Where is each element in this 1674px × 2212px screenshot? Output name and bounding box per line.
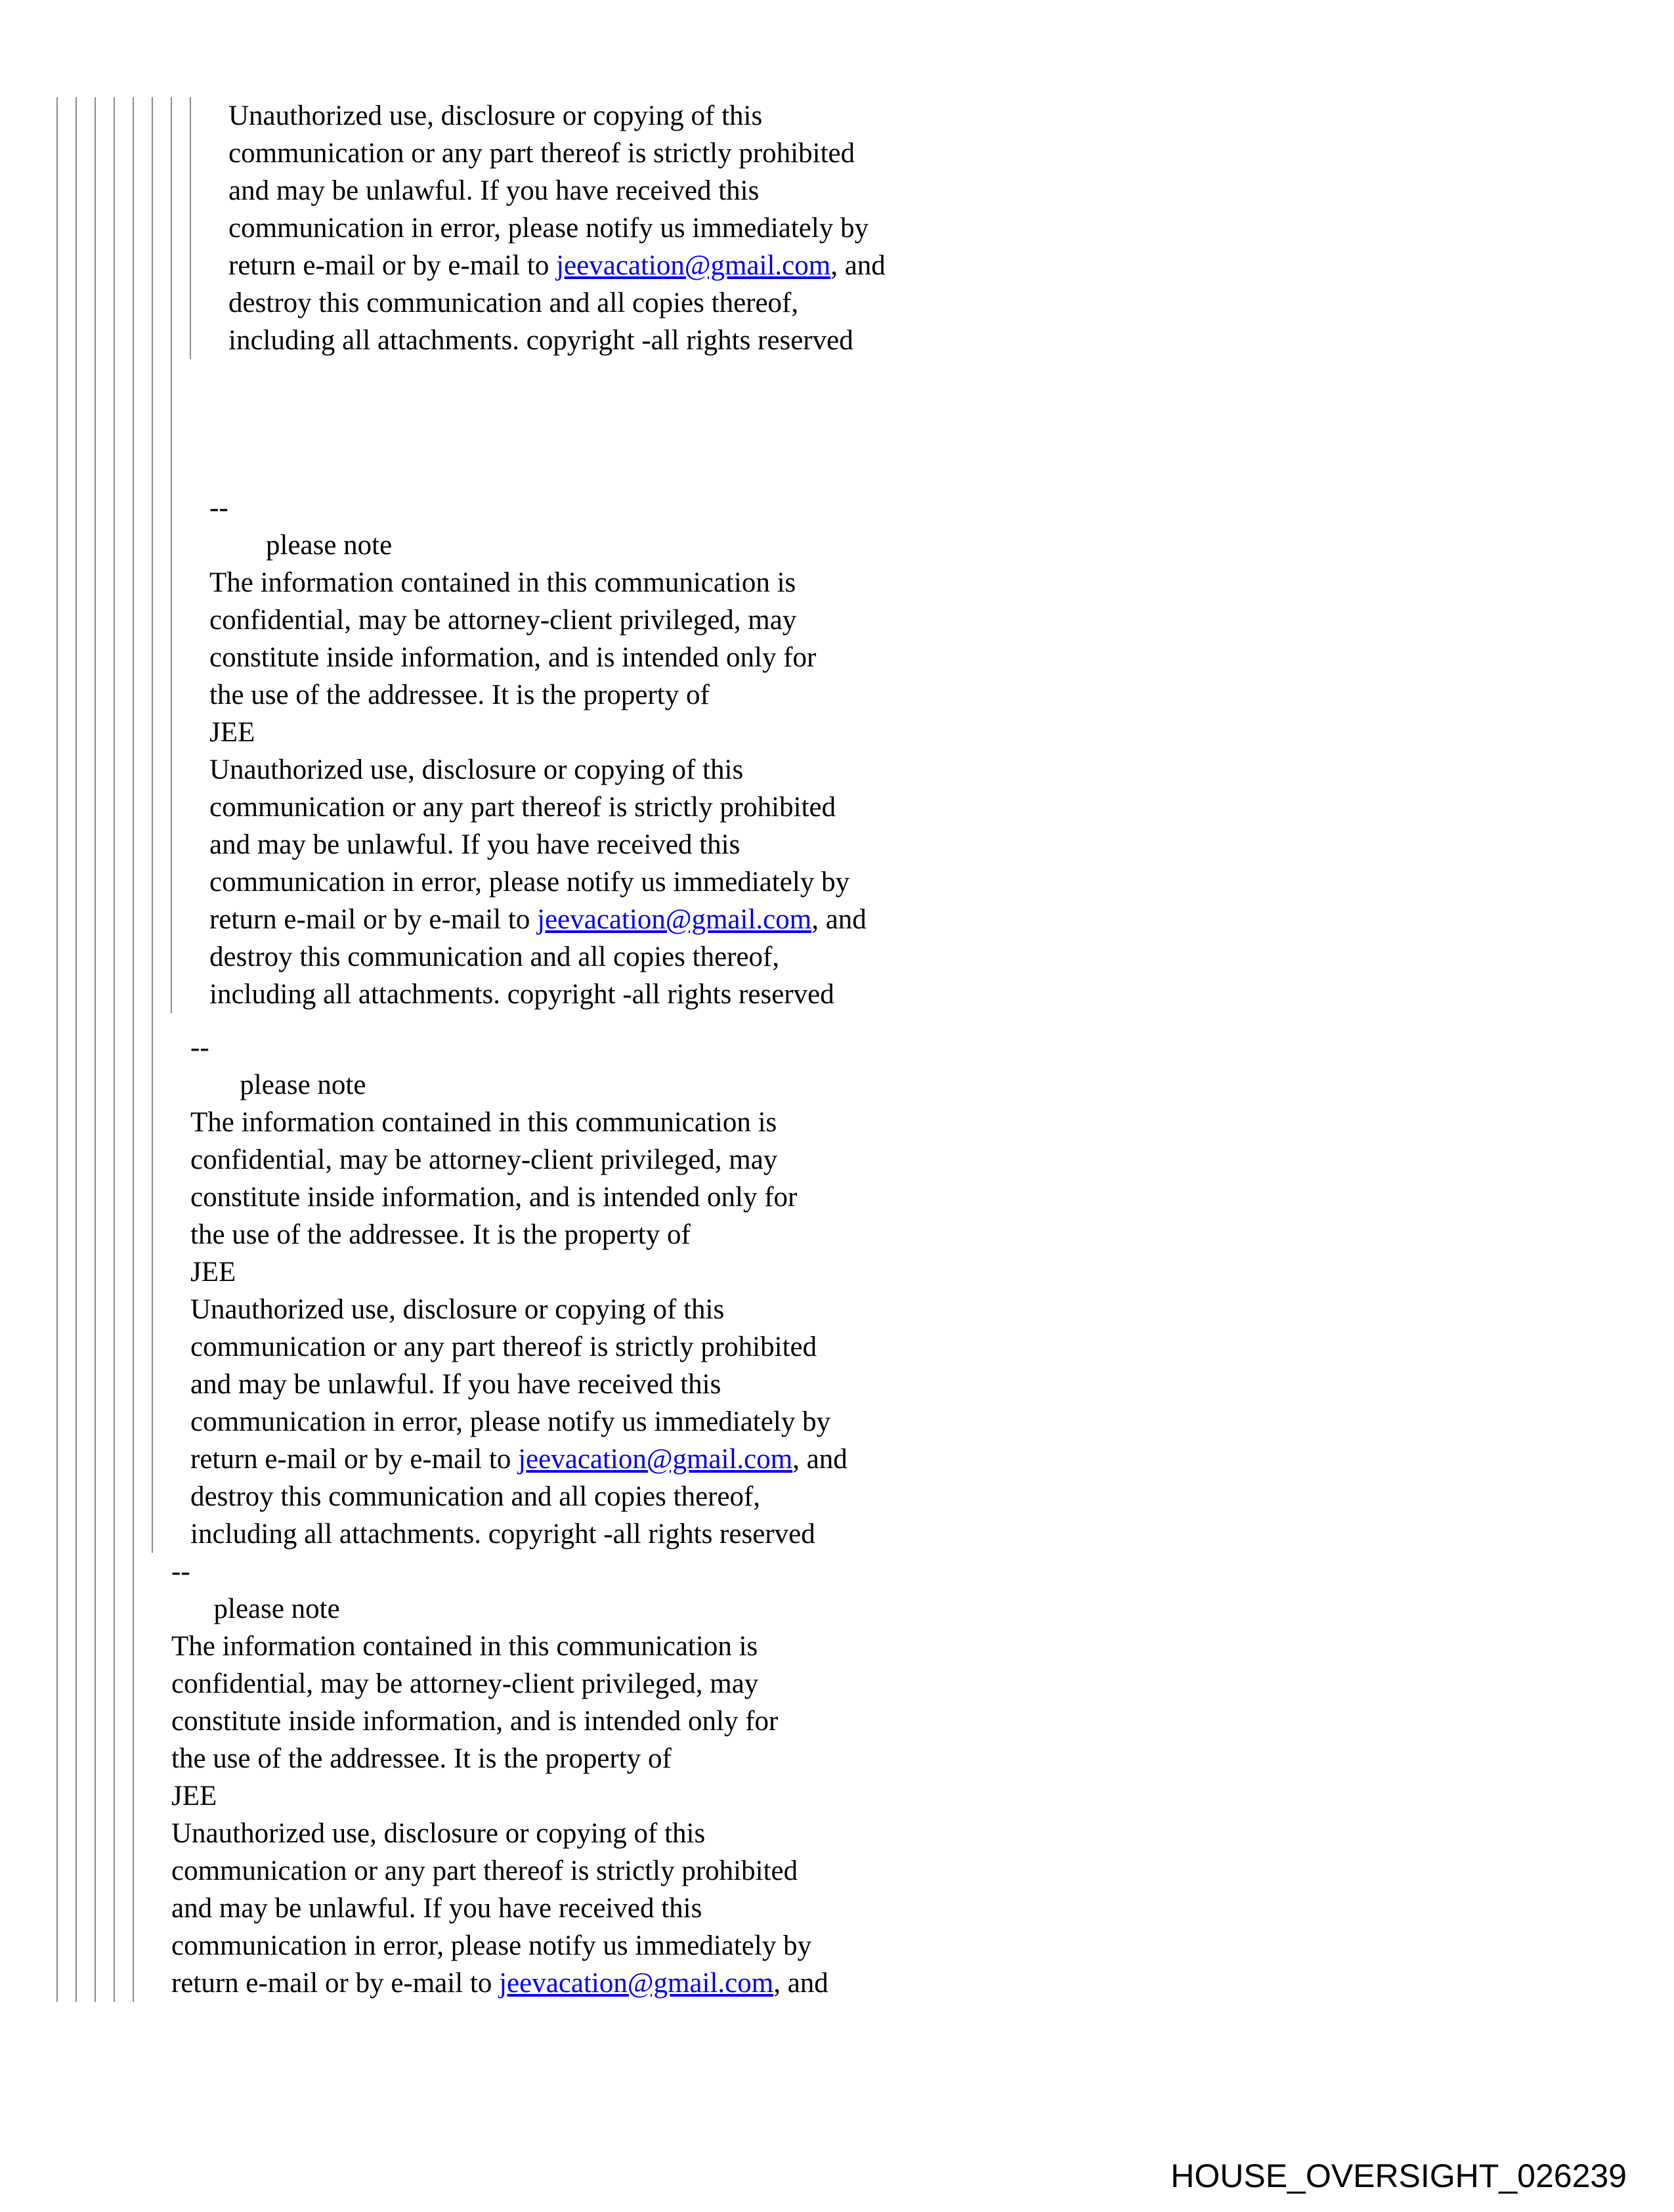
quote-bar-level-3: [95, 97, 886, 2002]
text-line: [171, 1927, 886, 1964]
text-line: [209, 714, 886, 751]
text-segment: The information contained in this communication is: [171, 1631, 758, 1662]
text-line: [171, 1890, 886, 1927]
text-line: [190, 1066, 886, 1104]
text-segment: --: [190, 1032, 209, 1063]
text-segment: and may be unlawful. If you have received this: [190, 1369, 721, 1400]
quote-bar-level-6: [152, 97, 886, 1553]
email-quote-thread: [56, 97, 886, 2002]
text-segment: and may be unlawful. If you have received this: [209, 829, 740, 860]
text-segment: communication or any part thereof is strictly prohibited: [209, 792, 836, 823]
text-segment: communication in error, please notify us immediately by: [190, 1406, 831, 1437]
text-segment: constitute inside information, and is intended only for: [190, 1182, 798, 1213]
text-line: [171, 1665, 886, 1702]
text-segment: please note: [171, 1594, 340, 1624]
text-segment: Unauthorized use, disclosure or copying of this: [171, 1818, 706, 1849]
text-line: [190, 1253, 886, 1291]
text-line: [190, 1216, 886, 1253]
text-line: [209, 789, 886, 826]
text-segment: The information contained in this communication is: [209, 567, 796, 598]
text-line: [228, 284, 886, 322]
text-line: [228, 247, 886, 284]
text-segment: please note: [190, 1070, 366, 1100]
text-segment: constitute inside information, and is intended only for: [171, 1706, 779, 1737]
text-line: [228, 209, 886, 247]
text-line: [190, 1104, 886, 1141]
text-segment: , and: [792, 1444, 848, 1475]
text-segment: , and: [811, 904, 867, 935]
text-segment: confidential, may be attorney-client privileged, may: [209, 605, 797, 636]
text-line: [209, 564, 886, 601]
text-segment: communication or any part thereof is strictly prohibited: [190, 1332, 817, 1362]
text-line: [171, 1553, 886, 1590]
text-line: [190, 1291, 886, 1328]
text-segment: communication in error, please notify us immediately by: [228, 213, 869, 244]
text-segment: please note: [209, 530, 393, 561]
bates-number: HOUSE_OVERSIGHT_026239: [1170, 2158, 1627, 2194]
text-segment: communication in error, please notify us immediately by: [209, 867, 850, 898]
text-segment: return e-mail or by e-mail to: [228, 250, 557, 281]
quote-bar-level-8: [190, 97, 886, 359]
text-line: [190, 1403, 886, 1441]
text-segment: --: [209, 492, 228, 523]
text-line: [228, 322, 886, 359]
text-line: [209, 676, 886, 714]
text-line: [171, 1740, 886, 1777]
text-line: [171, 1702, 886, 1740]
text-segment: confidential, may be attorney-client privileged, may: [171, 1668, 759, 1699]
text-line: [190, 1179, 886, 1216]
text-segment: return e-mail or by e-mail to: [190, 1444, 519, 1475]
text-segment: communication or any part thereof is strictly prohibited: [171, 1855, 798, 1886]
disclaimer-block: [171, 1029, 886, 1553]
text-segment: , and: [773, 1968, 828, 1999]
text-line: [171, 1628, 886, 1665]
text-line: [209, 751, 886, 789]
text-line: [190, 1328, 886, 1366]
text-line: [209, 938, 886, 976]
text-segment: the use of the addressee. It is the property of: [209, 680, 710, 710]
text-line: [209, 901, 886, 938]
text-segment: The information contained in this communication is: [190, 1107, 777, 1138]
text-segment: return e-mail or by e-mail to: [171, 1968, 500, 1999]
text-line: [228, 172, 886, 209]
text-line: [209, 976, 886, 1013]
text-segment: confidential, may be attorney-client privileged, may: [190, 1144, 778, 1175]
text-segment: the use of the addressee. It is the property of: [190, 1219, 691, 1250]
quote-bar-level-4: [114, 97, 886, 2002]
email-link[interactable]: jeevacation@gmail.com: [518, 1444, 793, 1475]
text-line: [171, 1964, 886, 2002]
disclaimer-block: [209, 97, 886, 359]
text-line: [209, 863, 886, 901]
text-segment: destroy this communication and all copies thereof,: [190, 1481, 761, 1512]
text-segment: the use of the addressee. It is the property of: [171, 1743, 672, 1774]
email-link[interactable]: jeevacation@gmail.com: [537, 904, 812, 935]
text-line: [190, 1366, 886, 1403]
quote-bar-level-5: [133, 97, 886, 2002]
text-line: [171, 1777, 886, 1815]
text-line: [190, 1515, 886, 1553]
text-segment: and may be unlawful. If you have received this: [228, 175, 760, 206]
text-segment: , and: [830, 250, 886, 281]
text-line: [190, 1478, 886, 1515]
text-segment: including all attachments. copyright -all rights reserved: [228, 325, 853, 356]
text-segment: --: [171, 1556, 190, 1587]
text-segment: Unauthorized use, disclosure or copying of this: [209, 754, 744, 785]
email-link[interactable]: jeevacation@gmail.com: [499, 1968, 774, 1999]
text-segment: return e-mail or by e-mail to: [209, 904, 538, 935]
text-segment: Unauthorized use, disclosure or copying of this: [190, 1294, 725, 1325]
text-segment: JEE: [171, 1781, 217, 1811]
text-line: [209, 826, 886, 863]
text-segment: destroy this communication and all copies thereof,: [209, 942, 780, 972]
text-segment: Unauthorized use, disclosure or copying of this: [228, 100, 763, 131]
text-segment: JEE: [209, 717, 255, 748]
text-line: [209, 489, 886, 527]
text-segment: JEE: [190, 1257, 236, 1288]
quote-bar-level-1: [56, 97, 886, 2002]
text-segment: and may be unlawful. If you have received this: [171, 1893, 702, 1924]
text-segment: constitute inside information, and is intended only for: [209, 642, 817, 673]
text-line: [171, 1815, 886, 1852]
text-line: [171, 1590, 886, 1628]
text-line: [209, 601, 886, 639]
text-segment: communication in error, please notify us immediately by: [171, 1930, 812, 1961]
text-line: [190, 1441, 886, 1478]
text-segment: communication or any part thereof is strictly prohibited: [228, 138, 855, 169]
text-line: [228, 97, 886, 135]
text-line: [190, 1141, 886, 1179]
text-segment: including all attachments. copyright -all rights reserved: [209, 979, 834, 1010]
text-segment: including all attachments. copyright -all rights reserved: [190, 1519, 815, 1550]
text-segment: destroy this communication and all copies thereof,: [228, 288, 799, 318]
quote-bar-level-7: [171, 97, 886, 1013]
text-line: [171, 1852, 886, 1890]
text-line: [190, 1029, 886, 1066]
quote-bar-level-2: [75, 97, 886, 2002]
text-line: [228, 135, 886, 172]
text-line: [209, 527, 886, 564]
email-link[interactable]: jeevacation@gmail.com: [556, 250, 831, 281]
disclaimer-block: [152, 1553, 886, 2002]
disclaimer-block: [190, 489, 886, 1013]
text-line: [209, 639, 886, 676]
